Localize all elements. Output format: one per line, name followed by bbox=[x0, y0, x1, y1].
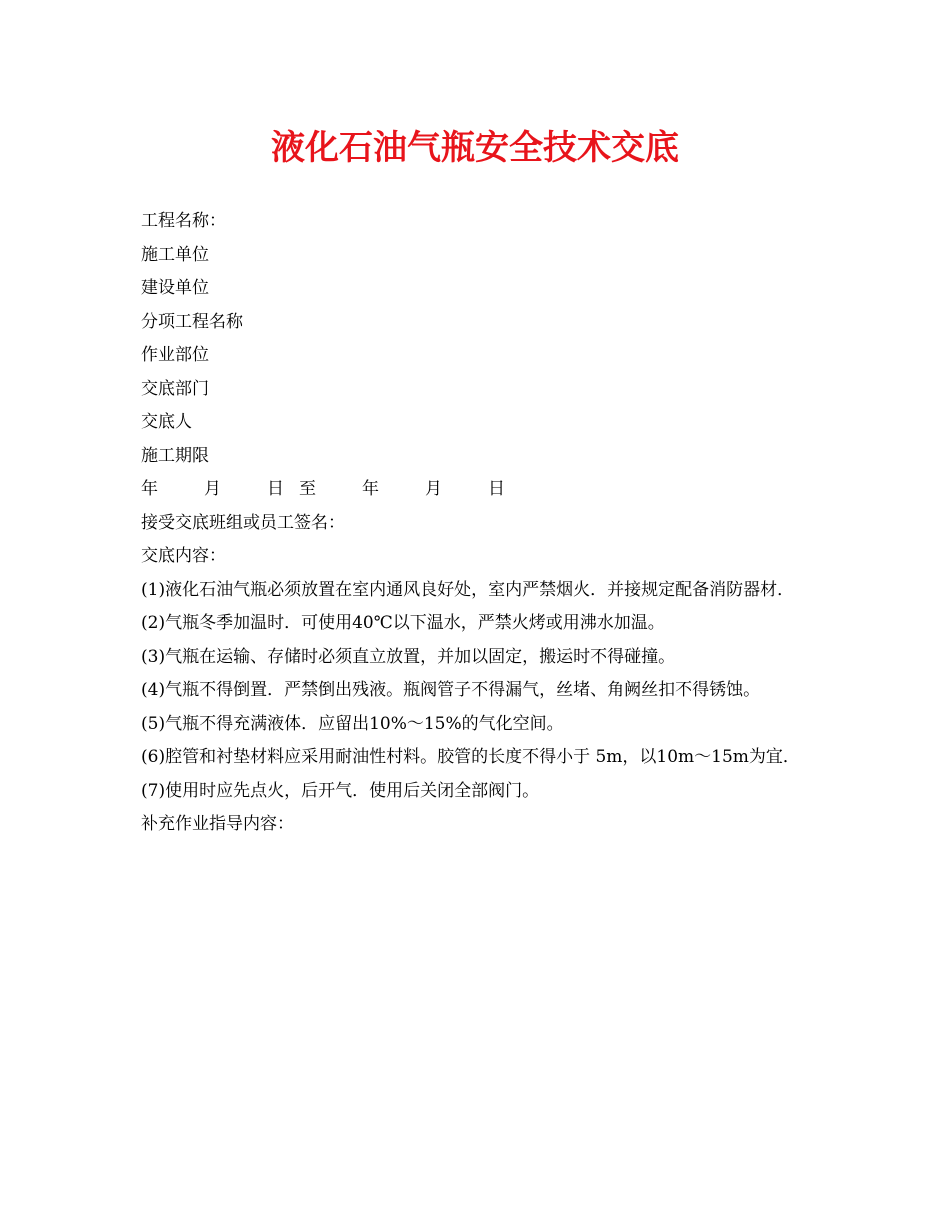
date-range-line bbox=[141, 473, 821, 507]
content-item: (5)气瓶不得充满液体．应留出10%～15%的气化空间。 bbox=[141, 713, 564, 734]
date-to: 至 bbox=[299, 479, 316, 499]
field-project-name: 工程名称： bbox=[141, 211, 226, 231]
content-item: (2)气瓶冬季加温时．可使用40℃以下温水，严禁火烤或用沸水加温。 bbox=[141, 613, 665, 633]
content-item: (7)使用时应先点火，后开气．使用后关闭全部阀门。 bbox=[141, 780, 540, 801]
supplement-label: 补充作业指导内容： bbox=[141, 814, 294, 834]
content-item: (4)气瓶不得倒置．严禁倒出残液。瓶阀管子不得漏气，丝堵、角阙丝扣不得锈蚀。 bbox=[141, 680, 761, 700]
document-title: 液化石油气瓶安全技术交底 bbox=[271, 128, 679, 168]
content-item: (6)腔管和衬垫材料应采用耐油性村料。胶管的长度不得小于 5m，以10m～15m为宜． bbox=[141, 747, 800, 767]
document-body bbox=[141, 205, 821, 842]
date-month-end: 月 bbox=[425, 479, 442, 499]
content-label: 交底内容： bbox=[141, 546, 226, 566]
content-item: (1)液化石油气瓶必须放置在室内通风良好处，室内严禁烟火．并接规定配备消防器材． bbox=[141, 579, 795, 600]
date-year-start: 年 bbox=[141, 479, 158, 499]
field-construction-period: 施工期限 bbox=[141, 445, 209, 466]
date-day-end: 日 bbox=[488, 479, 505, 499]
field-subproject-name: 分项工程名称 bbox=[141, 311, 243, 332]
field-work-location: 作业部位 bbox=[141, 345, 209, 365]
date-year-end: 年 bbox=[362, 479, 379, 499]
date-day-start: 日 bbox=[267, 479, 284, 499]
content-item: (3)气瓶在运输、存储时必须直立放置，并加以固定，搬运时不得碰撞。 bbox=[141, 646, 676, 667]
date-month-start: 月 bbox=[204, 479, 221, 499]
field-construction-unit: 施工单位 bbox=[141, 244, 209, 265]
field-briefing-person: 交底人 bbox=[141, 412, 192, 432]
field-developer-unit: 建设单位 bbox=[141, 278, 209, 298]
sign-label: 接受交底班组或员工签名： bbox=[141, 512, 345, 533]
field-briefing-department: 交底部门 bbox=[141, 378, 209, 399]
